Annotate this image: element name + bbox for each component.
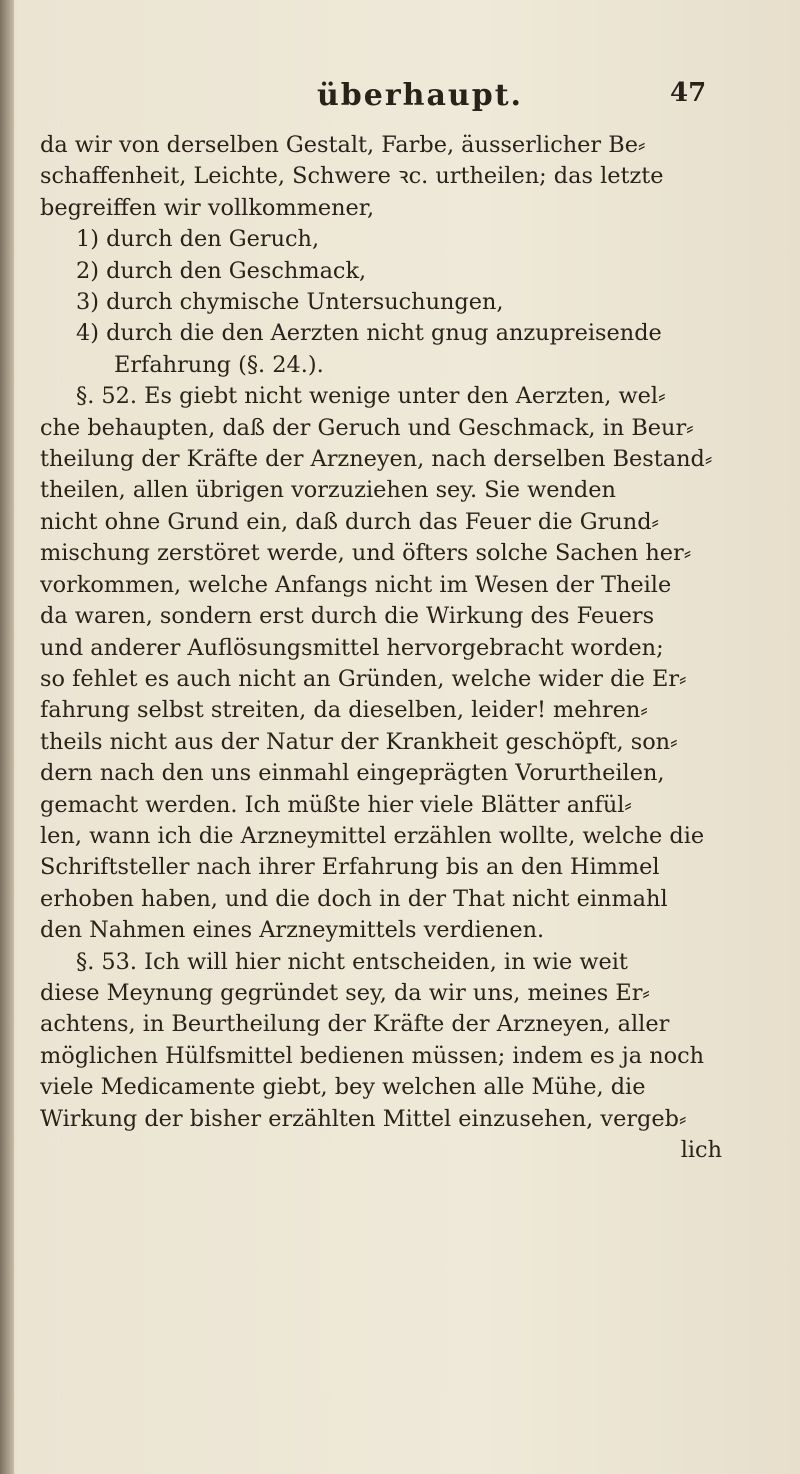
text-line: erhoben haben, und die doch in der That nicht einmahl	[40, 885, 668, 912]
text-line: schaffenheit, Leichte, Schwere ꝛc. urtheilen; das letzte	[40, 163, 664, 190]
list-item: 2) durch den Geschmack,	[76, 257, 367, 284]
list-item: 1) durch den Geruch,	[76, 226, 320, 253]
catchword: lich	[680, 1137, 722, 1163]
text-line: gemacht werden. Ich müßte hier viele Blätter anfül⸗	[40, 791, 632, 818]
body-text	[40, 130, 752, 1166]
text-line: theils nicht aus der Natur der Krankheit geschöpft, son⸗	[40, 728, 678, 755]
running-head: überhaupt.	[316, 78, 524, 113]
text-line: diese Meynung gegründet sey, da wir uns, meines Er⸗	[40, 979, 650, 1006]
text-line: achtens, in Beurtheilung der Kräfte der Arzneyen, aller	[40, 1011, 670, 1038]
text-line: theilen, allen übrigen vorzuziehen sey. Sie wenden	[40, 477, 616, 504]
text-line: begreiffen wir vollkommener,	[40, 194, 375, 221]
text-line: und anderer Auflösungsmittel hervorgebracht worden;	[40, 634, 664, 661]
text-line: len, wann ich die Arzneymittel erzählen wollte, welche die	[40, 822, 705, 849]
text-line: da waren, sondern erst durch die Wirkung des Feuers	[40, 603, 655, 630]
list-item: 4) durch die den Aerzten nicht gnug anzupreisende	[76, 320, 662, 347]
list-item: 3) durch chymische Untersuchungen,	[76, 289, 504, 316]
text-line: viele Medicamente giebt, bey welchen alle Mühe, die	[40, 1074, 646, 1101]
text-line: möglichen Hülfsmittel bedienen müssen; indem es ja noch	[40, 1042, 705, 1069]
text-line: mischung zerstöret werde, und öfters solche Sachen her⸗	[40, 540, 692, 567]
page-number: 47	[670, 78, 707, 108]
text-line: theilung der Kräfte der Arzneyen, nach derselben Bestand⸗	[40, 446, 713, 473]
paragraph-start: §. 53. Ich will hier nicht entscheiden, in wie weit	[76, 948, 628, 975]
page-header	[0, 78, 800, 118]
text-line: so fehlet es auch nicht an Gründen, welche wider die Er⸗	[40, 665, 687, 692]
paragraph-start: §. 52. Es giebt nicht wenige unter den Aerzten, wel⸗	[76, 383, 666, 410]
text-line: Schriftsteller nach ihrer Erfahrung bis an den Himmel	[40, 854, 660, 881]
text-line: vorkommen, welche Anfangs nicht im Wesen der Theile	[40, 571, 672, 598]
text-line: Wirkung der bisher erzählten Mittel einzusehen, vergeb⸗	[40, 1105, 687, 1132]
list-item-continuation: Erfahrung (§. 24.).	[114, 351, 324, 378]
text-line: fahrung selbst streiten, da dieselben, leider! mehren⸗	[40, 697, 648, 724]
text-line: nicht ohne Grund ein, daß durch das Feuer die Grund⸗	[40, 508, 660, 535]
text-line: den Nahmen eines Arzneymittels verdienen.	[40, 917, 545, 944]
text-line: da wir von derselben Gestalt, Farbe, äusserlicher Be⸗	[40, 132, 646, 158]
text-line: dern nach den uns einmahl eingeprägten Vorurtheilen,	[40, 760, 665, 787]
book-spine-shadow	[0, 0, 14, 1474]
text-line: che behaupten, daß der Geruch und Geschmack, in Beur⸗	[40, 414, 694, 441]
